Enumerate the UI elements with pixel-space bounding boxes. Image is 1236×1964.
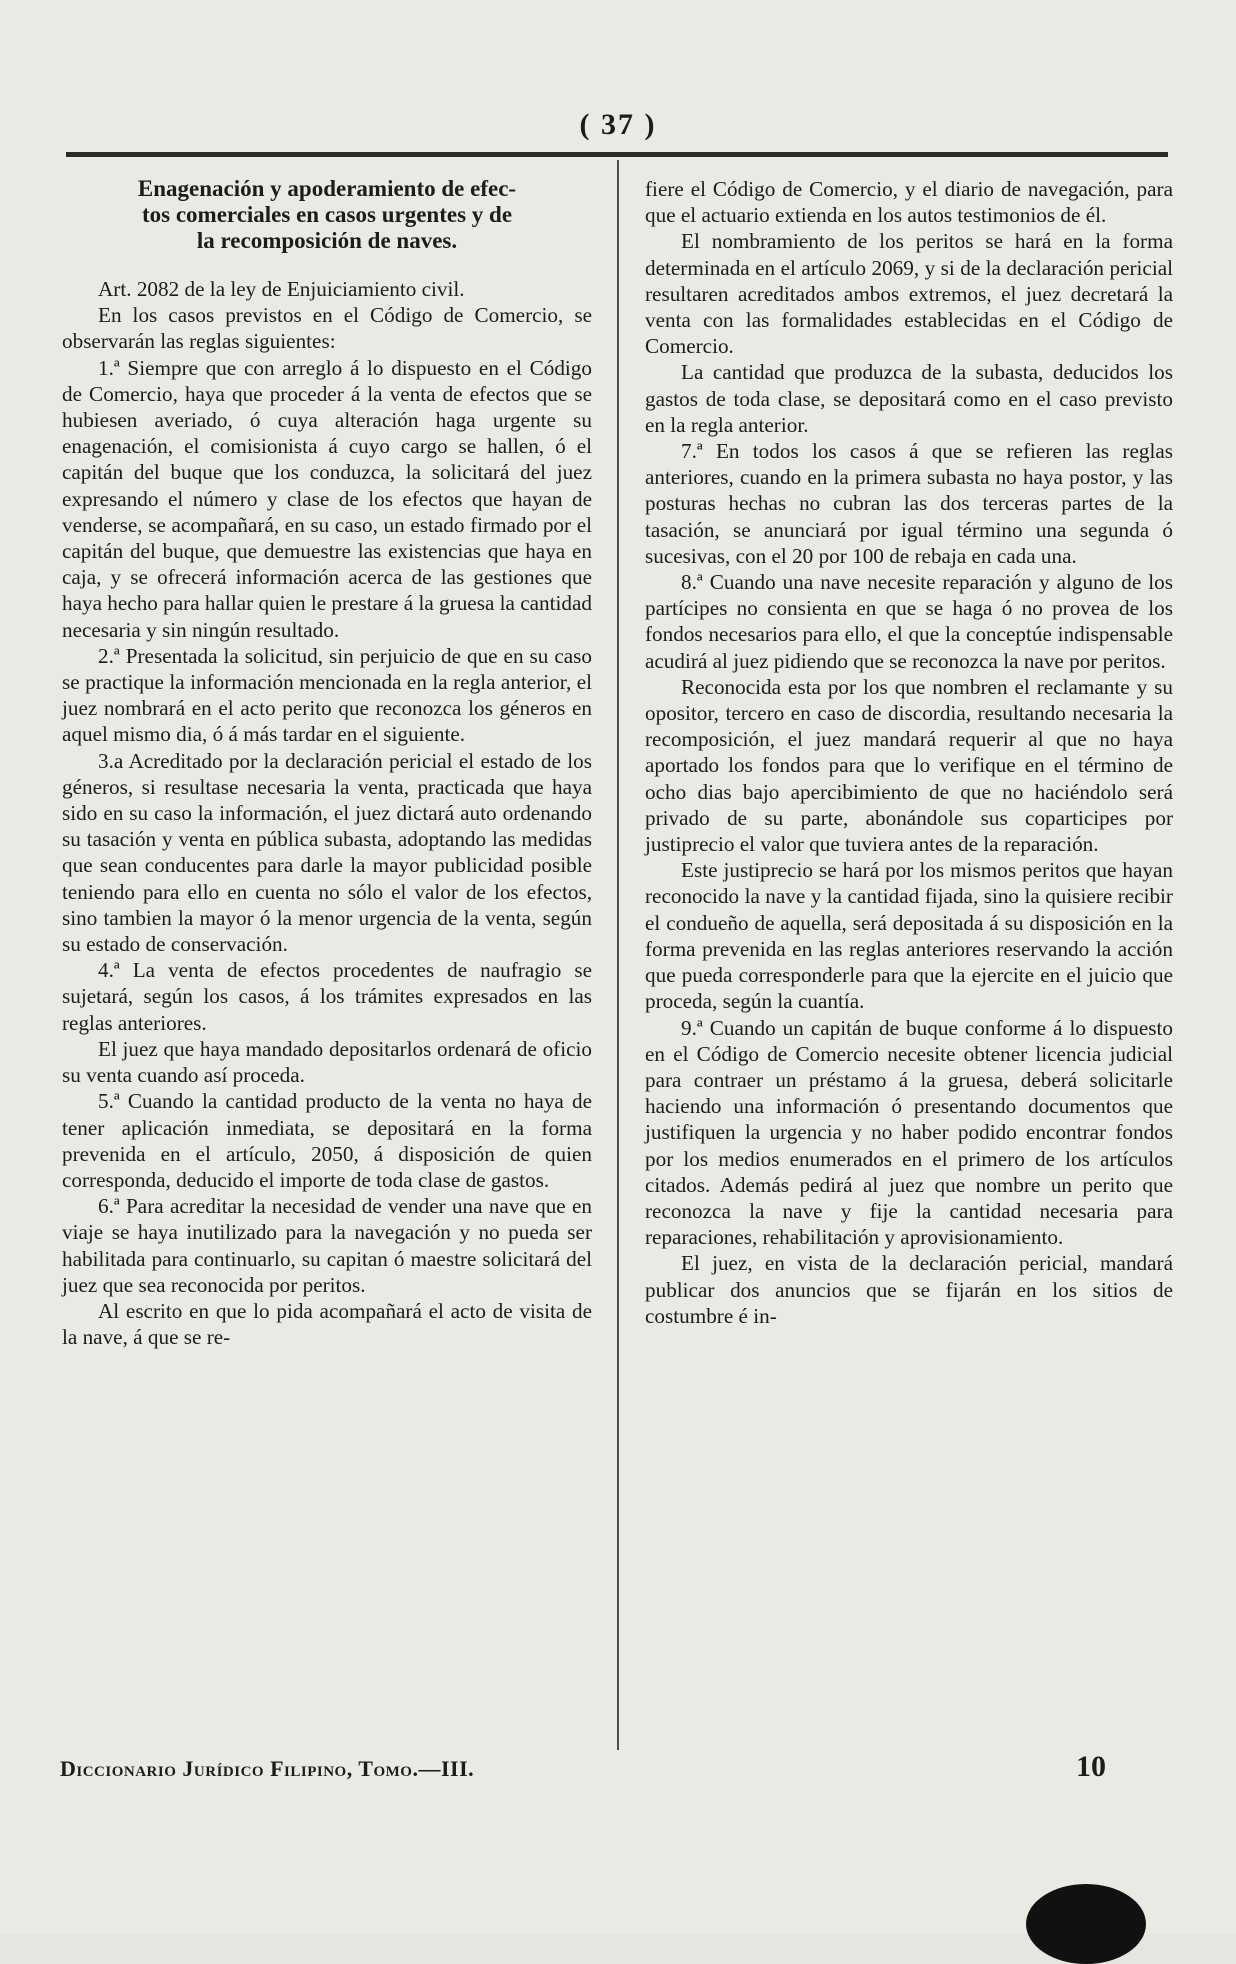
footer-signature-number: 10 <box>1076 1750 1106 1783</box>
footer-title: Diccionario Jurídico Filipino, Tomo.—III. <box>60 1756 475 1781</box>
paragraph: fiere el Código de Comercio, y el diario de navegación, para que el actuario extienda en los autos testimonios de él. <box>645 177 1173 228</box>
paragraph: 5.ª Cuando la cantidad producto de la venta no haya de tener aplicación inmediata, se depositará en la forma prevenida en el artículo, 2050, á disposición de quien corresponda, deducido el importe de toda clase de gastos. <box>62 1089 592 1192</box>
paragraph: La cantidad que produzca de la subasta, deducidos los gastos de toda clase, se depositará como en el caso previsto en la regla anterior. <box>645 360 1173 437</box>
left-column <box>62 176 592 1350</box>
paragraph: 1.ª Siempre que con arreglo á lo dispuesto en el Código de Comercio, haya que proceder á la venta de efectos que se hubiesen averiado, ó cuya alteración haga urgente su enagenación, el comisionista á cuyo cargo se hallen, ó el capitán del buque que los conduzca, la solicitará del juez expresando el número y clase de los efectos que hayan de venderse, se acompañará, en su caso, un estado firmado por el capitán del buque, que demuestre las existencias que haya en caja, y se ofrecerá información acerca de las gestiones que haya hecho para hallar quien le prestare á la gruesa la cantidad necesaria y sin ningún resultado. <box>62 355 592 642</box>
paragraph: 4.ª La venta de efectos procedentes de naufragio se sujetará, según los casos, á los trámites expresados en las reglas anteriores. <box>62 958 592 1035</box>
paragraph: 8.ª Cuando una nave necesite reparación y alguno de los partícipes no consienta en que se haga ó no provea de los fondos necesarios para ello, el que la conceptúe indispensable acudirá al juez pidiendo que se reconozca la nave por peritos. <box>645 570 1173 673</box>
right-column <box>645 176 1173 1329</box>
paragraph: 6.ª Para acreditar la necesidad de vender una nave que en viaje se haya inutilizado para la navegación y no pueda ser habilitada para continuarlo, su capitan ó maestre solicitará del juez que sea reconocida por peritos. <box>62 1194 592 1297</box>
heading-line: la recomposición de naves. <box>196 228 458 253</box>
paragraph: 9.ª Cuando un capitán de buque conforme á lo dispuesto en el Código de Comercio necesite obtener licencia judicial para contraer un préstamo á la gruesa, deberá solicitarle haciendo una información ó presentando documentos que justifiquen la urgencia y no haber podido encontrar fondos por los medios enumerados en el primero de los artículos citados. Además pedirá al juez que nombre un perito que reconozca la nave y fije la cantidad necesaria para reparaciones, rehabilitación y aprovisionamiento. <box>645 1015 1173 1250</box>
paragraph: En los casos previstos en el Código de Comercio, se observarán las reglas siguientes: <box>62 303 592 354</box>
paragraph: Reconocida esta por los que nombren el reclamante y su opositor, tercero en caso de discordia, resultando necesaria la recomposición, el juez mandará requerir al que no haya aportado los fondos para que lo verifique en el término de ocho dias bajo apercibimiento de que no haciéndolo será privado de su parte, abonándole sus coparticipes por justiprecio el valor que tuviera antes de la reparación. <box>645 674 1173 857</box>
paragraph: Al escrito en que lo pida acompañará el acto de visita de la nave, á que se re- <box>62 1298 592 1350</box>
paragraph: Art. 2082 de la ley de Enjuiciamiento civil. <box>98 277 465 301</box>
page-stain <box>1026 1884 1146 1964</box>
paragraph: 2.ª Presentada la solicitud, sin perjuicio de que en su caso se practique la información mencionada en la regla anterior, el juez nombrará en el acto perito que reconozca los géneros en aquel mismo dia, ó á más tardar en el siguiente. <box>62 643 592 747</box>
section-heading <box>62 176 592 254</box>
column-divider <box>617 160 619 1750</box>
paragraph: 3.a Acreditado por la declaración pericial el estado de los géneros, si resultase necesaria la venta, practicada que haya sido en su caso la información, el juez dictará auto ordenando su tasación y venta en pública subasta, adoptando las medidas que sean conducentes para darle la mayor publicidad posible teniendo para ello en cuenta no sólo el valor de los efectos, sino tambien la mayor ó la menor urgencia de la venta, según su estado de conservación. <box>62 748 592 957</box>
heading-line: tos comerciales en casos urgentes y de <box>141 202 513 227</box>
paragraph: El juez, en vista de la declaración pericial, mandará publicar dos anuncios que se fijarán en los sitios de costumbre é in- <box>645 1251 1173 1328</box>
paragraph: El nombramiento de los peritos se hará en la forma determinada en el artículo 2069, y si de la declaración pericial resultaren acreditados ambos extremos, el juez decretará la venta con las formalidades establecidas en el Código de Comercio. <box>645 229 1173 359</box>
page-number: ( 37 ) <box>579 108 657 141</box>
paragraph: El juez que haya mandado depositarlos ordenará de oficio su venta cuando así proceda. <box>62 1036 592 1088</box>
heading-line: Enagenación y apoderamiento de efec- <box>137 176 517 201</box>
header-rule <box>66 152 1168 157</box>
paragraph: 7.ª En todos los casos á que se refieren las reglas anteriores, cuando en la primera subasta no haya postor, y las posturas hechas no cubran las dos terceras partes de la tasación, se anunciará por igual término una segunda ó sucesivas, con el 20 por 100 de rebaja en cada una. <box>645 439 1173 568</box>
paragraph: Este justiprecio se hará por los mismos peritos que hayan reconocido la nave y la cantidad fijada, sino la quisiere recibir el condueño de aquella, será depositada á su disposición en la forma prevenida en las reglas anteriores reservando la acción que pueda corresponderle para que la ejercite en el juicio que proceda, según la cuantía. <box>645 858 1173 1014</box>
